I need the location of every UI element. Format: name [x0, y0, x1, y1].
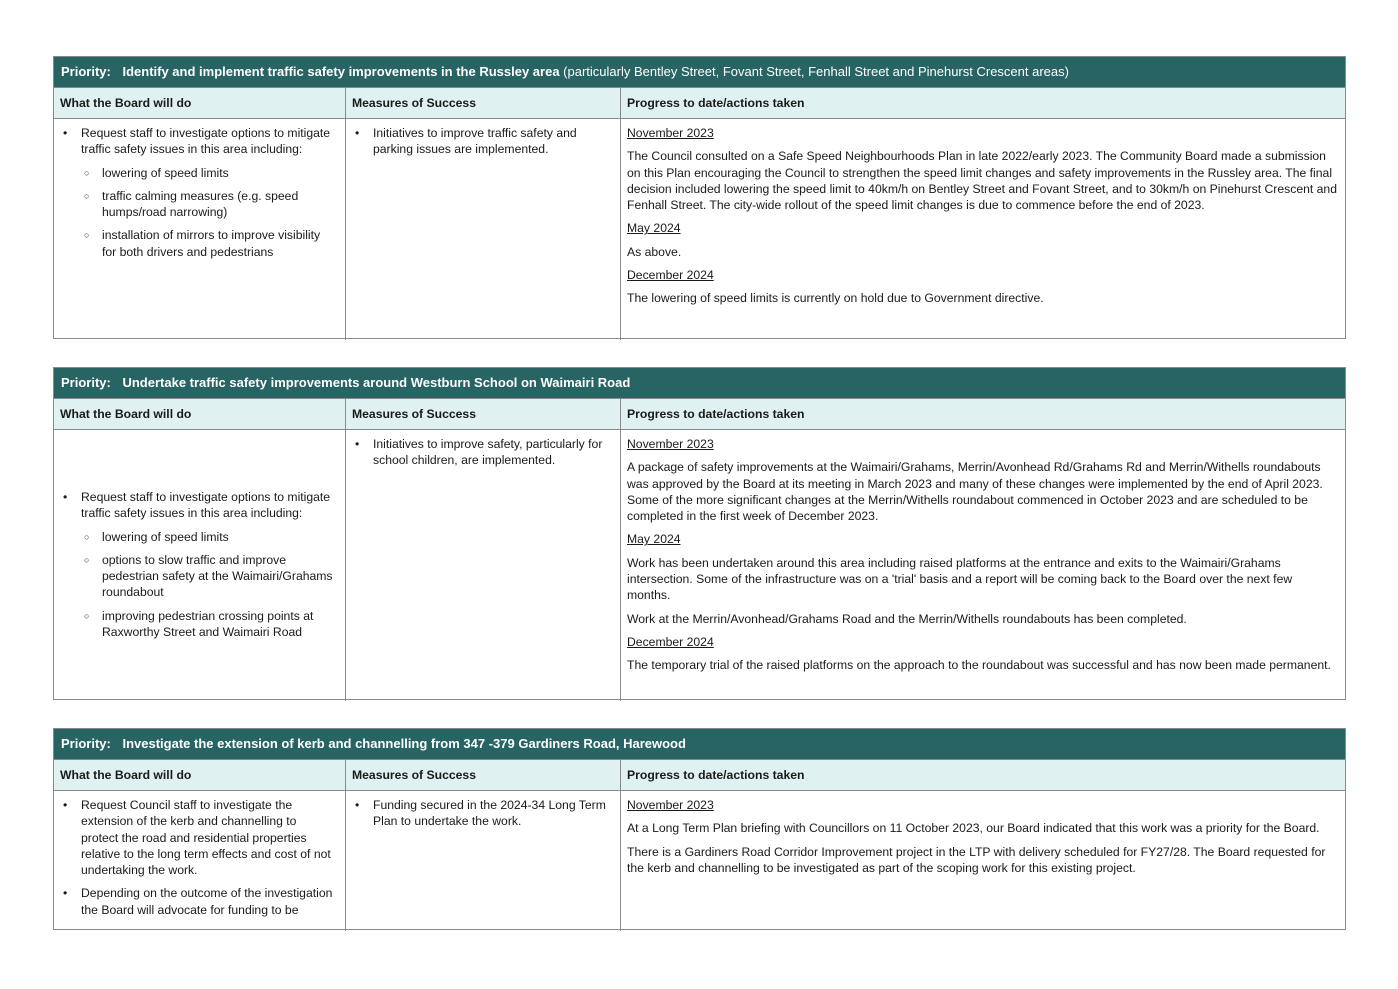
sub-list-item: ○ installation of mirrors to improve visibility for both drivers and pedestrians: [81, 227, 337, 260]
progress-cell: [620, 430, 1345, 701]
header-board: What the Board will do: [60, 407, 192, 421]
progress-text: At a Long Term Plan briefing with Councillors on 11 October 2023, our Board indicated that this work was a priority for the Board.: [627, 821, 1320, 836]
progress-text: Work has been undertaken around this area including raised platforms at the entrance and exits to the Waimairi/Grahams intersection. Some of the infrastructure was on a 'trial' basis and a report will be coming back to the Board over the next few months.: [627, 555, 1293, 603]
list-item: • Initiatives to improve traffic safety and parking issues are implemented.: [352, 125, 612, 158]
priority-label: Priority:: [61, 375, 111, 390]
priority-bar: [54, 729, 1345, 760]
sub-list-item: ○ traffic calming measures (e.g. speed humps/road narrowing): [81, 188, 337, 221]
list-item: • Funding secured in the 2024-34 Long Term Plan to undertake the work.: [352, 797, 612, 830]
sub-list-item: ○ lowering of speed limits: [81, 529, 337, 545]
header-measures: Measures of Success: [345, 760, 620, 790]
table-header-row: [54, 88, 1345, 119]
table-row: [54, 119, 1345, 340]
header-measures: Measures of Success: [345, 88, 620, 118]
header-progress: Progress to date/actions taken: [620, 760, 1345, 790]
priority-title: Investigate the extension of kerb and channelling from 347 -379 Gardiners Road, Harewood: [122, 736, 686, 751]
sub-list-item: ○ options to slow traffic and improve pedestrian safety at the Waimairi/Grahams roundabout: [81, 552, 337, 601]
progress-text: Work at the Merrin/Avonhead/Grahams Road and the Merrin/Withells roundabouts has been completed.: [627, 611, 1187, 626]
measures-cell: [345, 430, 620, 701]
header-measures: Measures of Success: [345, 399, 620, 429]
list-item: • Initiatives to improve safety, particularly for school children, are implemented.: [352, 436, 612, 469]
priority-bar: [54, 57, 1345, 88]
progress-date: May 2024: [627, 532, 681, 547]
table-row: [54, 430, 1345, 701]
progress-date: November 2023: [627, 437, 714, 451]
priority-label: Priority:: [61, 736, 111, 751]
priority-title: Identify and implement traffic safety improvements in the Russley area: [122, 64, 560, 79]
header-board: What the Board will do: [60, 96, 192, 110]
priority-title: Undertake traffic safety improvements around Westburn School on Waimairi Road: [122, 375, 631, 390]
progress-text: There is a Gardiners Road Corridor Improvement project in the LTP with delivery scheduled for FY27/28. The Board requested for the kerb and channelling to be investigated as part of the scoping work for this existing project.: [627, 844, 1326, 875]
list-item: • Request Council staff to investigate the extension of the kerb and channelling to protect the road and residential properties relative to the long term effects and cost of not undertaking the work.: [60, 797, 337, 878]
priority-section: [53, 728, 1346, 930]
progress-text: The lowering of speed limits is currently on hold due to Government directive.: [627, 291, 1044, 306]
sub-list-item: ○ improving pedestrian crossing points at Raxworthy Street and Waimairi Road: [81, 608, 337, 641]
list-item: • Request staff to investigate options to mitigate traffic safety issues in this area including: ○ lowering of speed limits ○ options to slow traffic and improve pedestrian safety at the Waimairi/Grahams roundabout ○ improving pedestrian crossing points at Raxworthy Street and Waimairi Road: [60, 489, 337, 640]
header-progress: Progress to date/actions taken: [620, 88, 1345, 118]
progress-text: The temporary trial of the raised platforms on the approach to the roundabout was successful and has now been made permanent.: [627, 658, 1331, 673]
header-progress: Progress to date/actions taken: [620, 399, 1345, 429]
table-row: [54, 791, 1345, 931]
table-header-row: [54, 399, 1345, 430]
progress-date: December 2024: [627, 634, 714, 649]
priority-subtitle: (particularly Bentley Street, Fovant Street, Fenhall Street and Pinehurst Crescent areas): [563, 64, 1069, 79]
progress-cell: [620, 791, 1345, 931]
progress-date: May 2024: [627, 221, 681, 236]
sub-list-item: ○ lowering of speed limits: [81, 165, 337, 181]
progress-date: November 2023: [627, 126, 714, 140]
progress-text: The Council consulted on a Safe Speed Neighbourhoods Plan in late 2022/early 2023. The Community Board made a submission on this Plan encouraging the Council to strengthen the speed limit changes and safety improvements in the Russley area. The final decision included lowering the speed limit to 40km/h on Bentley Street and Fovant Street, and to 30km/h on Pinehurst Crescent and Fenhall Street. The city-wide rollout of the speed limit changes is due to commence before the end of 2023.: [627, 149, 1337, 213]
progress-date: December 2024: [627, 268, 714, 283]
board-actions-cell: [54, 119, 345, 340]
progress-text: A package of safety improvements at the Waimairi/Grahams, Merrin/Avonhead Rd/Grahams Rd and Merrin/Withells roundabouts was approved by the Board at its meeting in March 2023 and many of these changes were implemented by the end of April 2023. Some of the more significant changes at the Merrin/Withells roundabout commenced in October 2023 and are scheduled to be completed in the first week of December 2023.: [627, 460, 1323, 524]
table-header-row: [54, 760, 1345, 791]
priority-section: [53, 56, 1346, 339]
progress-text: As above.: [627, 244, 682, 259]
board-actions-cell: [54, 791, 345, 931]
board-actions-cell: [54, 430, 345, 701]
progress-cell: [620, 119, 1345, 340]
priority-section: [53, 367, 1346, 700]
priority-label: Priority:: [61, 64, 111, 79]
list-item: • Request staff to investigate options to mitigate traffic safety issues in this area including: ○ lowering of speed limits ○ traffic calming measures (e.g. speed humps/road narrowing) ○ installation of mirrors to improve visibility for both drivers and pedestrians: [60, 125, 337, 260]
measures-cell: [345, 791, 620, 931]
header-board: What the Board will do: [60, 768, 192, 782]
list-item: • Depending on the outcome of the investigation the Board will advocate for funding to be: [60, 885, 337, 918]
priority-bar: [54, 368, 1345, 399]
measures-cell: [345, 119, 620, 340]
progress-date: November 2023: [627, 798, 714, 812]
